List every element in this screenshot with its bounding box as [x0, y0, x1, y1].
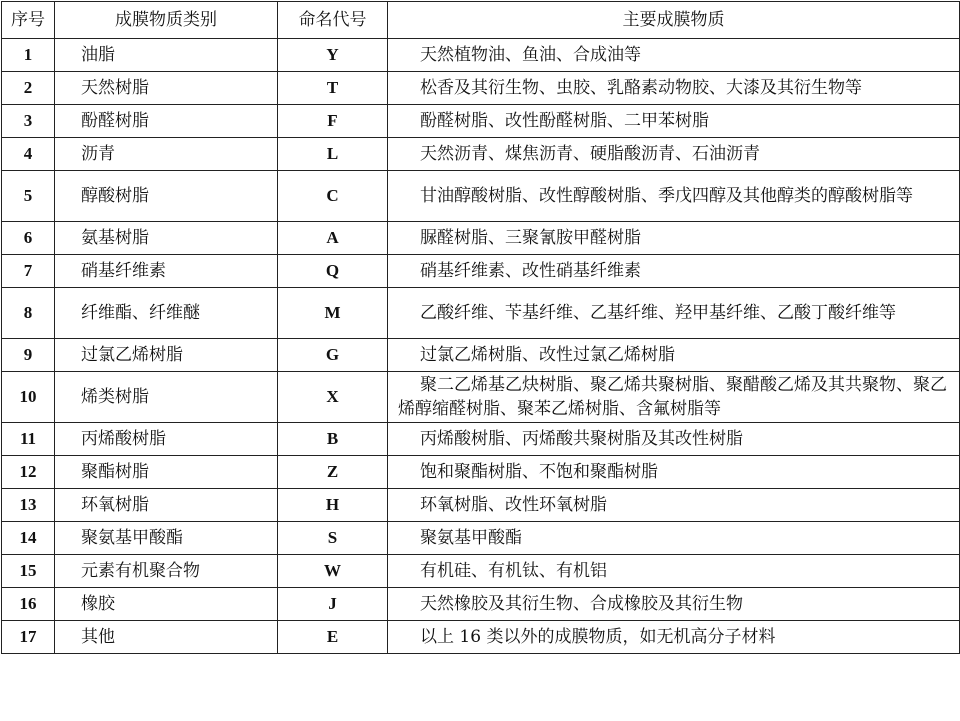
table-row	[2, 138, 960, 171]
row-category: 油脂	[55, 39, 278, 72]
row-code: Y	[278, 39, 388, 72]
row-code: Q	[278, 255, 388, 288]
row-code: S	[278, 522, 388, 555]
row-seq: 2	[2, 72, 55, 105]
row-seq: 13	[2, 489, 55, 522]
row-seq: 5	[2, 171, 55, 222]
row-code: W	[278, 555, 388, 588]
row-code: L	[278, 138, 388, 171]
row-category: 烯类树脂	[55, 372, 278, 423]
row-category: 环氧树脂	[55, 489, 278, 522]
row-substances: 环氧树脂、改性环氧树脂	[388, 489, 960, 522]
table-row	[2, 72, 960, 105]
table-row	[2, 372, 960, 423]
table-row	[2, 339, 960, 372]
row-substances: 脲醛树脂、三聚氰胺甲醛树脂	[388, 222, 960, 255]
row-category: 元素有机聚合物	[55, 555, 278, 588]
row-substances: 丙烯酸树脂、丙烯酸共聚树脂及其改性树脂	[388, 423, 960, 456]
row-seq: 14	[2, 522, 55, 555]
row-category: 过氯乙烯树脂	[55, 339, 278, 372]
header-code: 命名代号	[278, 2, 388, 39]
row-substances: 天然植物油、鱼油、合成油等	[388, 39, 960, 72]
row-code: Z	[278, 456, 388, 489]
row-seq: 7	[2, 255, 55, 288]
row-substances: 松香及其衍生物、虫胶、乳酪素动物胶、大漆及其衍生物等	[388, 72, 960, 105]
row-substances: 以上 16 类以外的成膜物质，如无机高分子材料	[388, 621, 960, 654]
header-substances: 主要成膜物质	[388, 2, 960, 39]
table-row	[2, 39, 960, 72]
row-seq: 8	[2, 288, 55, 339]
row-seq: 6	[2, 222, 55, 255]
row-substances: 饱和聚酯树脂、不饱和聚酯树脂	[388, 456, 960, 489]
row-code: M	[278, 288, 388, 339]
table-row	[2, 522, 960, 555]
row-code: F	[278, 105, 388, 138]
row-code: T	[278, 72, 388, 105]
table-row	[2, 588, 960, 621]
table-row	[2, 288, 960, 339]
row-category: 醇酸树脂	[55, 171, 278, 222]
row-code: J	[278, 588, 388, 621]
row-substances: 聚氨基甲酸酯	[388, 522, 960, 555]
row-category: 其他	[55, 621, 278, 654]
table-row	[2, 255, 960, 288]
row-code: C	[278, 171, 388, 222]
row-category: 氨基树脂	[55, 222, 278, 255]
row-code: X	[278, 372, 388, 423]
row-seq: 3	[2, 105, 55, 138]
row-seq: 1	[2, 39, 55, 72]
row-code: A	[278, 222, 388, 255]
row-category: 沥青	[55, 138, 278, 171]
row-seq: 4	[2, 138, 55, 171]
row-category: 丙烯酸树脂	[55, 423, 278, 456]
row-substances: 天然橡胶及其衍生物、合成橡胶及其衍生物	[388, 588, 960, 621]
header-seq: 序号	[2, 2, 55, 39]
header-category: 成膜物质类别	[55, 2, 278, 39]
row-seq: 11	[2, 423, 55, 456]
row-category: 纤维酯、纤维醚	[55, 288, 278, 339]
table-row	[2, 423, 960, 456]
row-substances: 甘油醇酸树脂、改性醇酸树脂、季戊四醇及其他醇类的醇酸树脂等	[388, 171, 960, 222]
row-category: 酚醛树脂	[55, 105, 278, 138]
row-substances: 硝基纤维素、改性硝基纤维素	[388, 255, 960, 288]
row-seq: 17	[2, 621, 55, 654]
row-substances: 天然沥青、煤焦沥青、硬脂酸沥青、石油沥青	[388, 138, 960, 171]
table-row	[2, 171, 960, 222]
row-category: 聚酯树脂	[55, 456, 278, 489]
row-category: 聚氨基甲酸酯	[55, 522, 278, 555]
row-code: G	[278, 339, 388, 372]
row-seq: 12	[2, 456, 55, 489]
row-substances: 乙酸纤维、苄基纤维、乙基纤维、羟甲基纤维、乙酸丁酸纤维等	[388, 288, 960, 339]
row-substances: 酚醛树脂、改性酚醛树脂、二甲苯树脂	[388, 105, 960, 138]
row-seq: 9	[2, 339, 55, 372]
table-row	[2, 456, 960, 489]
row-seq: 10	[2, 372, 55, 423]
row-substances: 有机硅、有机钛、有机铝	[388, 555, 960, 588]
row-category: 硝基纤维素	[55, 255, 278, 288]
row-seq: 16	[2, 588, 55, 621]
row-category: 天然树脂	[55, 72, 278, 105]
row-substances: 过氯乙烯树脂、改性过氯乙烯树脂	[388, 339, 960, 372]
row-category: 橡胶	[55, 588, 278, 621]
film-forming-substances-table	[1, 1, 960, 654]
row-code: B	[278, 423, 388, 456]
table-row	[2, 555, 960, 588]
table-header-row	[2, 2, 960, 39]
table-row	[2, 621, 960, 654]
row-seq: 15	[2, 555, 55, 588]
table-row	[2, 222, 960, 255]
row-substances: 聚二乙烯基乙炔树脂、聚乙烯共聚树脂、聚醋酸乙烯及其共聚物、聚乙烯醇缩醛树脂、聚苯乙烯树脂、含氟树脂等	[388, 372, 960, 423]
row-code: E	[278, 621, 388, 654]
row-code: H	[278, 489, 388, 522]
table-row	[2, 105, 960, 138]
table-row	[2, 489, 960, 522]
